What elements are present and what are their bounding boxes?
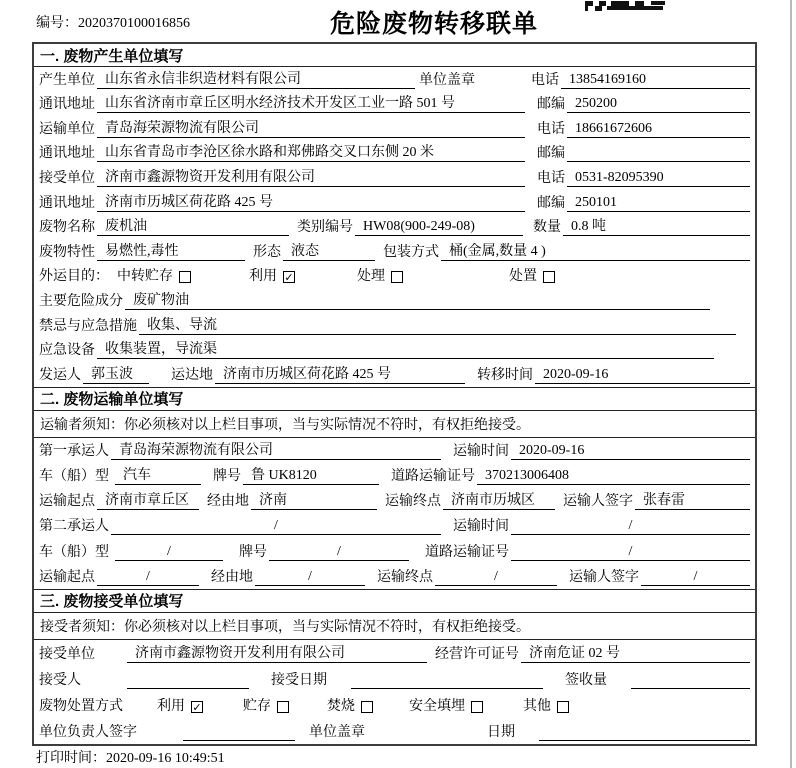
print-time-label: 打印时间： [36, 751, 106, 766]
carrier2-time-value: / [511, 517, 750, 535]
doc-number-value: 2020370100016856 [78, 16, 190, 31]
checkbox-transfer-storage [179, 271, 191, 283]
field-label: 第二承运人 [39, 519, 109, 535]
section1-title: 一. 废物产生单位填写 [34, 44, 755, 67]
field-label: 主要危险成分 [39, 293, 123, 309]
transporter-name-value: 青岛海荣源物流有限公司 [97, 120, 525, 138]
phone-label: 电话 [537, 170, 565, 186]
row-acceptor [34, 666, 755, 692]
doc-number-label: 编号： [36, 16, 78, 31]
route2-start-value: / [97, 568, 199, 586]
responsible-signature-value [183, 724, 295, 741]
receipt-qty-value [631, 672, 750, 689]
accept-unit-value: 济南市鑫源物资开发利用有限公司 [127, 645, 427, 663]
scan-edge-line [790, 0, 792, 768]
field-label: 接受单位 [39, 646, 95, 662]
field-label: 通讯地址 [39, 195, 95, 211]
section-transporter [34, 387, 755, 589]
row-producer-address [34, 92, 755, 117]
form-value: 液态 [283, 243, 375, 261]
route2-via-value: / [255, 568, 365, 586]
option-label-utilize: 利用 [157, 698, 185, 714]
route1-end-value: 济南市历城区 [443, 492, 555, 510]
row-producer [34, 67, 755, 92]
field-label: 运输起点 [39, 494, 95, 510]
row-waste-property [34, 239, 755, 264]
checkbox-utilize: ✓ [284, 271, 294, 285]
via-label: 经由地 [207, 494, 249, 510]
row-hazard-component [34, 288, 755, 313]
dispatcher-value: 郭玉波 [83, 366, 149, 384]
transfer-time-label: 转移时间 [477, 367, 533, 383]
checkbox-store [277, 701, 289, 713]
vehicle2-permit-value: / [511, 543, 750, 561]
option-label-other: 其他 [523, 698, 551, 714]
route2-end-value: / [435, 568, 557, 586]
sign-label: 运输人签字 [563, 494, 633, 510]
checkbox-other [557, 701, 569, 713]
checkbox-landfill [471, 701, 483, 713]
accept-date-value [351, 672, 543, 689]
field-label: 废物名称 [39, 220, 95, 236]
route1-start-value: 济南市章丘区 [97, 492, 199, 510]
field-label: 产生单位 [39, 72, 95, 88]
checkbox-dispose [543, 271, 555, 283]
package-value: 桶(金属,数量 4 ) [441, 243, 750, 261]
print-time-value: 2020-09-16 10:49:51 [106, 751, 225, 766]
field-label: 车（船）型 [39, 469, 109, 485]
form-label: 形态 [253, 244, 281, 260]
license-label: 经营许可证号 [435, 646, 519, 662]
field-label: 单位负责人签字 [39, 724, 137, 740]
row-carrier1 [34, 438, 755, 463]
doc-number [36, 12, 190, 32]
vehicle2-type-value: / [115, 543, 223, 561]
field-label: 车（船）型 [39, 544, 109, 560]
waste-property-value: 易燃性,毒性 [97, 243, 245, 261]
hazard-value: 废矿物油 [125, 292, 710, 310]
zip-label: 邮编 [537, 146, 565, 162]
row-receiver-address [34, 190, 755, 215]
transporter-zip-value [567, 145, 750, 162]
receiver-phone-value: 0531-82095390 [567, 169, 750, 187]
receipt-qty-label: 签收量 [565, 672, 607, 688]
phone-label: 电话 [537, 121, 565, 137]
row-route2 [34, 564, 755, 589]
field-label: 发运人 [39, 367, 81, 383]
destination-label: 运达地 [171, 367, 213, 383]
checkbox-utilize: ✓ [192, 700, 202, 714]
transporter-address-value: 山东省青岛市李沧区徐水路和郑佛路交叉口东侧 20 米 [97, 144, 525, 162]
carrier1-name-value: 青岛海荣源物流有限公司 [111, 442, 441, 460]
checkbox-incinerate [361, 701, 373, 713]
accept-date-label: 接受日期 [271, 672, 327, 688]
row-transporter-address [34, 141, 755, 166]
plate-label: 牌号 [239, 544, 267, 560]
option-label-transfer-storage: 中转贮存 [117, 269, 173, 285]
purpose-label: 外运目的： [39, 269, 109, 285]
field-label: 禁忌与应急措施 [39, 318, 137, 334]
seal-label: 单位盖章 [309, 724, 365, 740]
permit-label: 道路运输证号 [391, 469, 475, 485]
vehicle1-type-value: 汽车 [115, 467, 201, 485]
quantity-value: 0.8 吨 [563, 218, 750, 236]
taboo-value: 收集、导流 [139, 317, 736, 335]
route1-via-value: 济南 [251, 492, 377, 510]
category-value: HW08(900-249-08) [355, 218, 523, 236]
row-vehicle1 [34, 463, 755, 488]
field-label: 接受单位 [39, 170, 95, 186]
field-label: 应急设备 [39, 343, 95, 359]
seal-label: 单位盖章 [419, 72, 475, 88]
row-carrier2 [34, 513, 755, 538]
route2-sign-value: / [641, 568, 750, 586]
phone-label: 电话 [531, 72, 559, 88]
section-producer [34, 44, 755, 387]
form-table [32, 42, 757, 746]
row-waste-name [34, 215, 755, 240]
row-receiver [34, 165, 755, 190]
row-transporter [34, 116, 755, 141]
producer-zip-value: 250200 [567, 95, 750, 113]
vehicle1-permit-value: 370213006408 [477, 467, 750, 485]
qr-code-fragment [585, 0, 665, 16]
section3-notice: 接受者须知：你必须核对以上栏目事项，当与实际情况不符时，有权拒绝接受。 [34, 613, 755, 640]
transporter-phone-value: 18661672606 [567, 120, 750, 138]
option-label-incinerate: 焚烧 [327, 698, 355, 714]
category-label: 类别编号 [297, 220, 353, 236]
option-label-treat: 处理 [357, 269, 385, 285]
vehicle2-plate-value: / [269, 543, 409, 561]
row-emergency-equipment [34, 338, 755, 363]
field-label: 废物特性 [39, 244, 95, 260]
field-label: 通讯地址 [39, 146, 95, 162]
field-label: 通讯地址 [39, 97, 95, 113]
acceptor-value [127, 672, 249, 689]
destination-value: 济南市历城区荷花路 425 号 [215, 366, 465, 384]
row-responsible-signature [34, 718, 755, 744]
carrier2-name-value: / [111, 517, 441, 535]
checkbox-treat [391, 271, 403, 283]
date-value [539, 724, 750, 741]
producer-address-value: 山东省济南市章丘区明水经济技术开发区工业一路 501 号 [97, 95, 525, 113]
row-route1 [34, 488, 755, 513]
section3-title: 三. 废物接受单位填写 [34, 589, 755, 613]
end-label: 运输终点 [377, 569, 433, 585]
print-time [36, 747, 225, 767]
via-label: 经由地 [211, 569, 253, 585]
field-label: 第一承运人 [39, 443, 109, 459]
transport-time-label: 运输时间 [453, 519, 509, 535]
field-label: 运输单位 [39, 121, 95, 137]
package-label: 包装方式 [383, 244, 439, 260]
section2-notice: 运输者须知：你必须核对以上栏目事项，当与实际情况不符时，有权拒绝接受。 [34, 411, 755, 438]
producer-name-value: 山东省永信非织造材料有限公司 [97, 71, 415, 89]
row-transport-purpose [34, 264, 755, 289]
option-label-landfill: 安全填埋 [409, 698, 465, 714]
end-label: 运输终点 [385, 494, 441, 510]
license-value: 济南危证 02 号 [521, 645, 750, 663]
receiver-zip-value: 250101 [567, 194, 750, 212]
row-dispatch [34, 362, 755, 387]
option-label-dispose: 处置 [509, 269, 537, 285]
disposal-label: 废物处置方式 [39, 698, 123, 714]
option-label-store: 贮存 [243, 698, 271, 714]
row-taboo-measures [34, 313, 755, 338]
receiver-address-value: 济南市历城区荷花路 425 号 [97, 194, 525, 212]
option-label-utilize: 利用 [249, 269, 277, 285]
permit-label: 道路运输证号 [425, 544, 509, 560]
producer-phone-value: 13854169160 [561, 71, 750, 89]
waste-name-value: 废机油 [97, 218, 289, 236]
date-label: 日期 [487, 724, 515, 740]
row-vehicle2 [34, 538, 755, 563]
route1-sign-value: 张春雷 [635, 492, 750, 510]
field-label: 运输起点 [39, 569, 95, 585]
quantity-label: 数量 [533, 220, 561, 236]
row-disposal-method [34, 692, 755, 718]
zip-label: 邮编 [537, 195, 565, 211]
transport-time-label: 运输时间 [453, 443, 509, 459]
vehicle1-plate-value: 鲁 UK8120 [243, 467, 379, 485]
equipment-value: 收集装置，导流渠 [97, 341, 714, 359]
plate-label: 牌号 [213, 469, 241, 485]
field-label: 接受人 [39, 672, 81, 688]
page-title: 危险废物转移联单 [330, 10, 539, 38]
section2-title: 二. 废物运输单位填写 [34, 387, 755, 411]
zip-label: 邮编 [537, 97, 565, 113]
row-accept-unit [34, 640, 755, 666]
receiver-name-value: 济南市鑫源物资开发利用有限公司 [97, 169, 525, 187]
transfer-time-value: 2020-09-16 [535, 366, 750, 384]
section-receiver [34, 589, 755, 744]
sign-label: 运输人签字 [569, 569, 639, 585]
carrier1-time-value: 2020-09-16 [511, 442, 750, 460]
